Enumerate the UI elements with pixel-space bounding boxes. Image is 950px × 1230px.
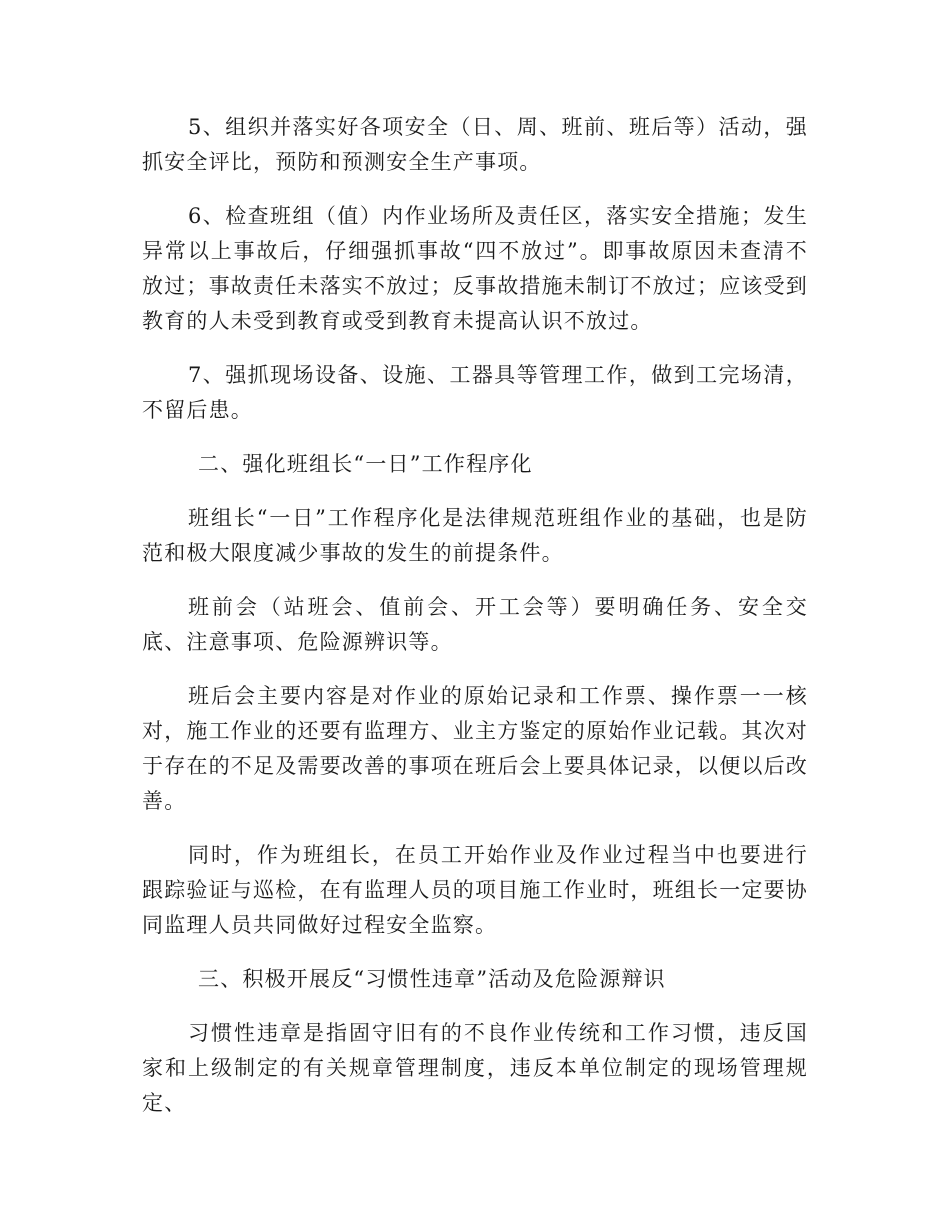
paragraph-item-5: 5、组织并落实好各项安全（日、周、班前、班后等）活动，强抓安全评比，预防和预测安全生产事项。: [142, 115, 808, 174]
section-heading-2: 二、强化班组长“一日”工作程序化: [198, 452, 533, 476]
paragraph-item-6: 6、检查班组（值）内作业场所及责任区，落实安全措施；发生异常以上事故后，仔细强抓事故“四不放过”。即事故原因未查清不放过；事故责任未落实不放过；反事故措施未制订不放过；应该受到教育的人未受到教育或受到教育未提高认识不放过。: [142, 204, 808, 333]
paragraph-daily-procedure: 班组长“一日”工作程序化是法律规范班组作业的基础，也是防范和极大限度减少事故的发生的前提条件。: [142, 506, 808, 565]
document-page: [142, 110, 808, 1140]
paragraph-supervision: 同时，作为班组长，在员工开始作业及作业过程当中也要进行跟踪验证与巡检，在有监理人员的项目施工作业时，班组长一定要协同监理人员共同做好过程安全监察。: [142, 843, 808, 937]
paragraph-item-7: 7、强抓现场设备、设施、工器具等管理工作，做到工完场清，不留后患。: [142, 363, 808, 422]
paragraph-pre-shift-meeting: 班前会（站班会、值前会、开工会等）要明确任务、安全交底、注意事项、危险源辨识等。: [142, 595, 808, 654]
section-heading-3: 三、积极开展反“习惯性违章”活动及危险源辩识: [198, 967, 666, 991]
paragraph-habitual-violation: 习惯性违章是指固守旧有的不良作业传统和工作习惯，违反国家和上级制定的有关规章管理制度，违反本单位制定的现场管理规定、: [142, 1021, 808, 1115]
paragraph-post-shift-meeting: 班后会主要内容是对作业的原始记录和工作票、操作票一一核对，施工作业的还要有监理方、业主方鉴定的原始作业记载。其次对于存在的不足及需要改善的事项在班后会上要具体记录，以便以后改善。: [142, 684, 808, 813]
